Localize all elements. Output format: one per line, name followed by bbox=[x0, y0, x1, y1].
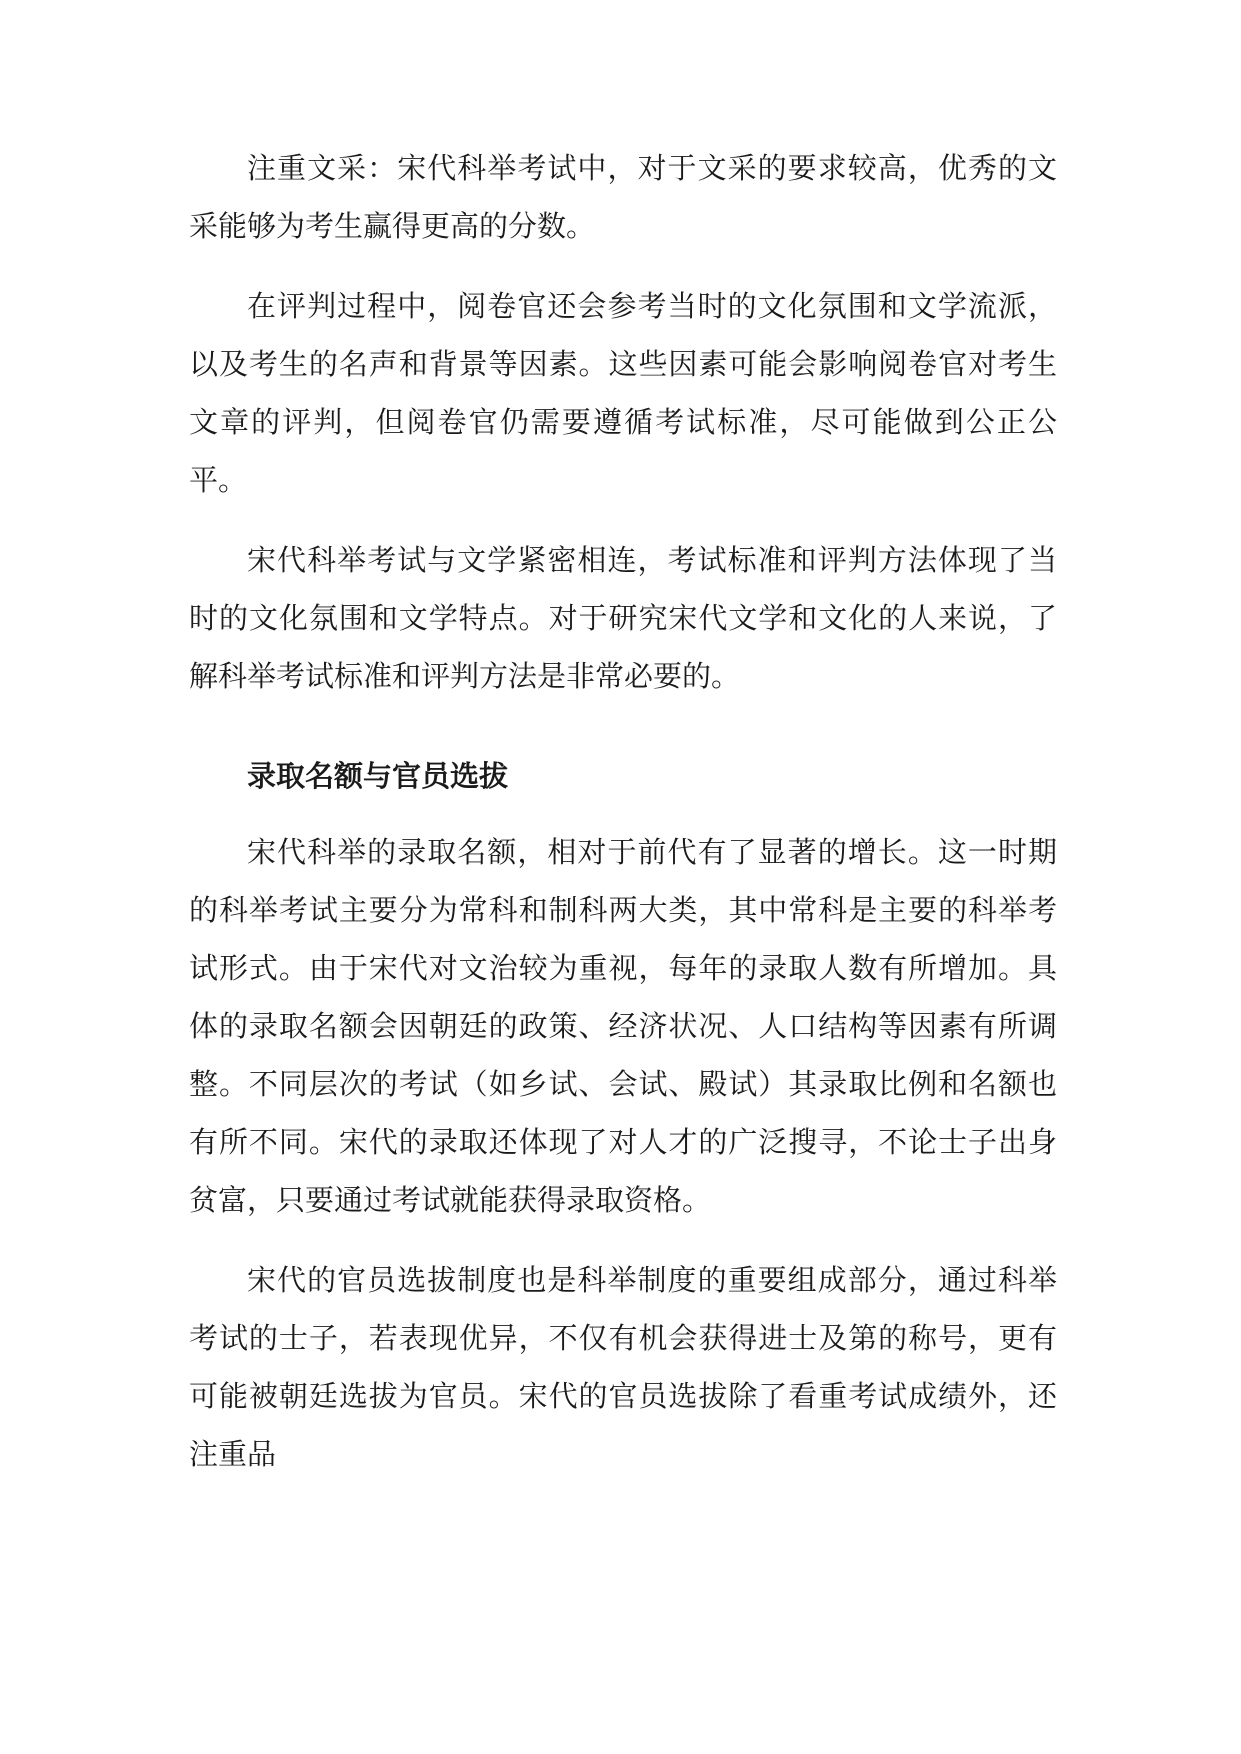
section-heading: 录取名额与官员选拔 bbox=[247, 759, 509, 793]
document-page bbox=[189, 139, 1057, 1505]
paragraph-evaluation-factors: 在评判过程中，阅卷官还会参考当时的文化氛围和文学流派，以及考生的名声和背景等因素。这些因素可能会影响阅卷官对考生文章的评判，但阅卷官仍需要遵循考试标准，尽可能做到公正公平。 bbox=[189, 289, 1057, 497]
paragraph-literary-grace: 注重文采：宋代科举考试中，对于文采的要求较高，优秀的文采能够为考生赢得更高的分数。 bbox=[189, 151, 1057, 243]
paragraph-exam-and-literature: 宋代科举考试与文学紧密相连，考试标准和评判方法体现了当时的文化氛围和文学特点。对于研究宋代文学和文化的人来说，了解科举考试标准和评判方法是非常必要的。 bbox=[189, 543, 1057, 693]
paragraph-official-selection: 宋代的官员选拔制度也是科举制度的重要组成部分，通过科举考试的士子，若表现优异，不仅有机会获得进士及第的称号，更有可能被朝廷选拔为官员。宋代的官员选拔除了看重考试成绩外，还注重品 bbox=[189, 1263, 1057, 1471]
paragraph-admission-quota: 宋代科举的录取名额，相对于前代有了显著的增长。这一时期的科举考试主要分为常科和制科两大类，其中常科是主要的科举考试形式。由于宋代对文治较为重视，每年的录取人数有所增加。具体的录取名额会因朝廷的政策、经济状况、人口结构等因素有所调整。不同层次的考试（如乡试、会试、殿试）其录取比例和名额也有所不同。宋代的录取还体现了对人才的广泛搜寻，不论士子出身贫富，只要通过考试就能获得录取资格。 bbox=[189, 835, 1057, 1217]
